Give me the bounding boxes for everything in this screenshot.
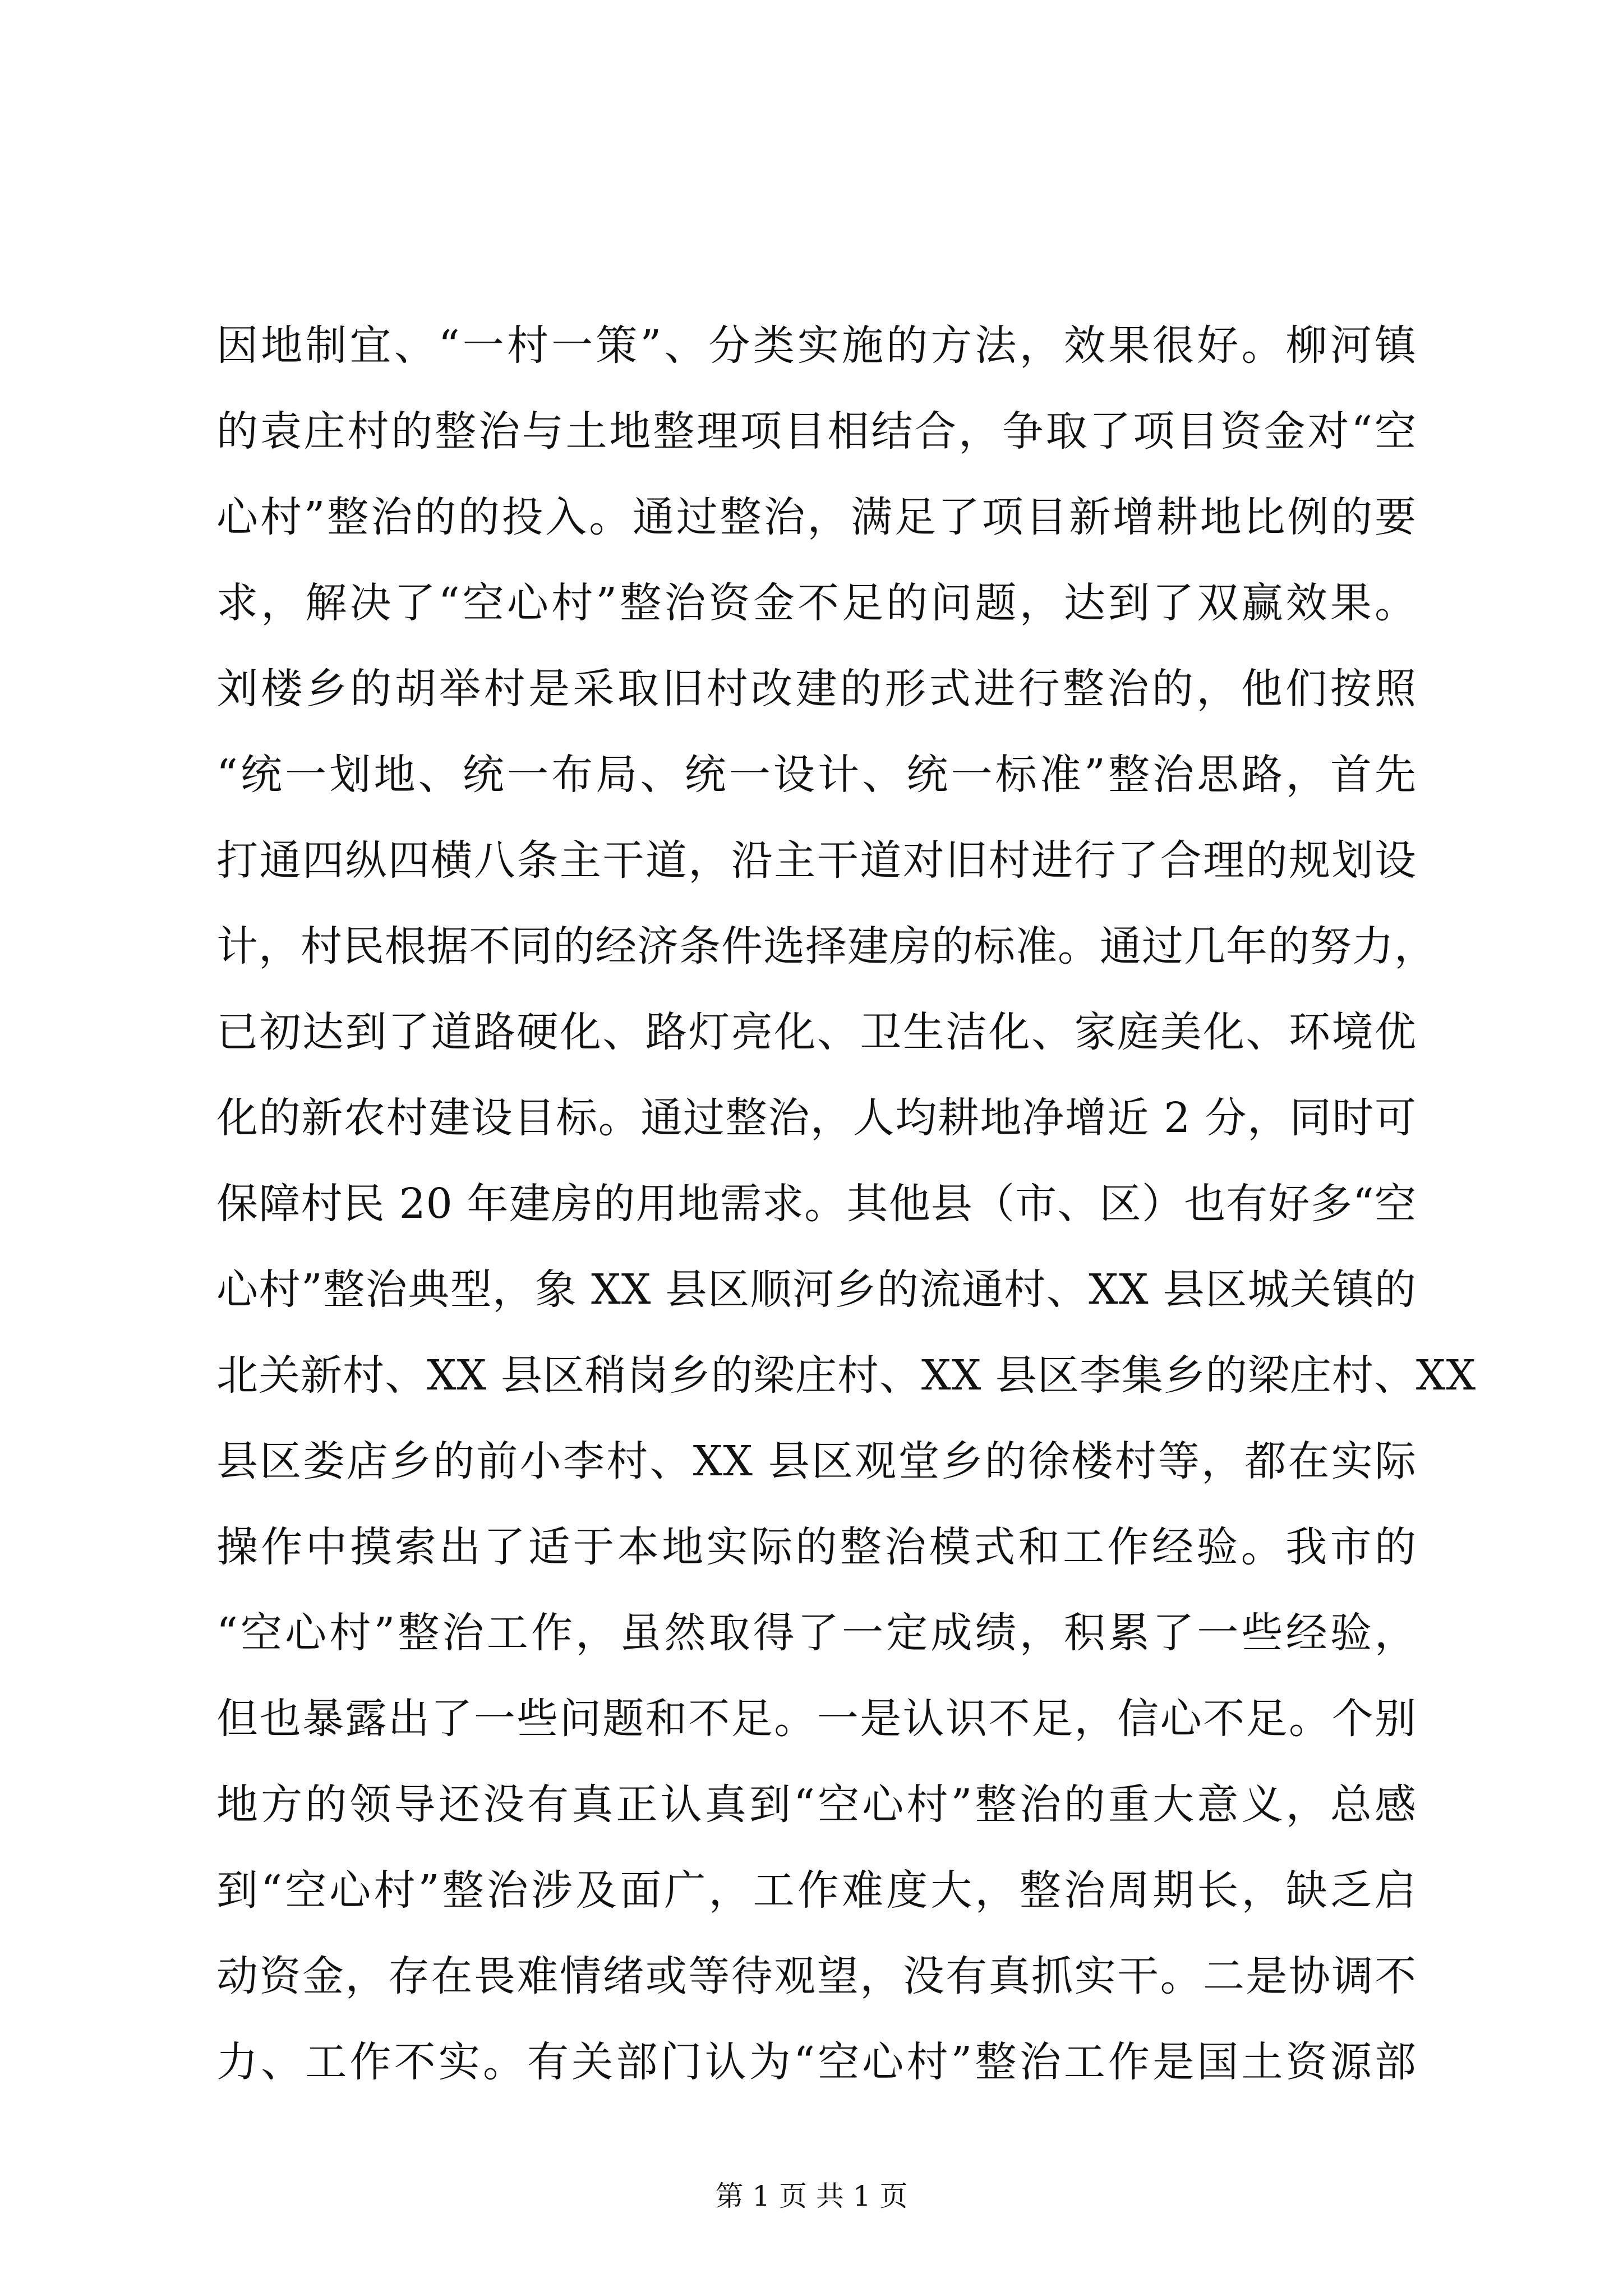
text-line: 因地制宜、“一村一策”、分类实施的方法，效果很好。柳河镇: [216, 321, 1417, 370]
text-line: 保障村民 20 年建房的用地需求。其他县（市、区）也有好多“空: [216, 1180, 1417, 1228]
text-line: “空心村”整治工作，虽然取得了一定成绩，积累了一些经验，: [216, 1609, 1417, 1657]
text-line: 但也暴露出了一些问题和不足。一是认识不足，信心不足。个别: [216, 1695, 1417, 1743]
text-line: 地方的领导还没有真正认真到“空心村”整治的重大意义，总感: [216, 1780, 1417, 1829]
text-line: 北关新村、XX 县区稍岗乡的梁庄村、XX 县区李集乡的梁庄村、XX: [216, 1351, 1477, 1400]
text-line: 打通四纵四横八条主干道，沿主干道对旧村进行了合理的规划设: [216, 836, 1417, 885]
text-line: 县区娄店乡的前小李村、XX 县区观堂乡的徐楼村等，都在实际: [216, 1437, 1417, 1485]
text-line: 刘楼乡的胡举村是采取旧村改建的形式进行整治的，他们按照: [216, 665, 1417, 713]
text-line: 的袁庄村的整治与土地整理项目相结合，争取了项目资金对“空: [216, 407, 1417, 455]
text-line: 计，村民根据不同的经济条件选择建房的标准。通过几年的努力，: [216, 922, 1436, 970]
text-line: 心村”整治的的投入。通过整治，满足了项目新增耕地比例的要: [216, 493, 1417, 541]
text-line: 动资金，存在畏难情绪或等待观望，没有真抓实干。二是协调不: [216, 1952, 1417, 2000]
text-line: 已初达到了道路硬化、路灯亮化、卫生洁化、家庭美化、环境优: [216, 1008, 1417, 1056]
page-footer: [0, 2177, 1623, 2216]
text-line: “统一划地、统一布局、统一设计、统一标准”整治思路，首先: [216, 751, 1417, 799]
page-number-label: 第 1 页 共 1 页: [715, 2180, 908, 2212]
text-line: 求，解决了“空心村”整治资金不足的问题，达到了双赢效果。: [216, 579, 1417, 627]
body-paragraph: [216, 303, 1477, 2105]
text-line: 心村”整治典型，象 XX 县区顺河乡的流通村、XX 县区城关镇的: [216, 1266, 1417, 1314]
text-line: 操作中摸索出了适于本地实际的整治模式和工作经验。我市的: [216, 1523, 1417, 1571]
text-line: 化的新农村建设目标。通过整治，人均耕地净增近 2 分，同时可: [216, 1094, 1417, 1142]
text-line: 到“空心村”整治涉及面广，工作难度大，整治周期长，缺乏启: [216, 1866, 1417, 1915]
text-line: 力、工作不实。有关部门认为“空心村”整治工作是国土资源部: [216, 2038, 1417, 2086]
